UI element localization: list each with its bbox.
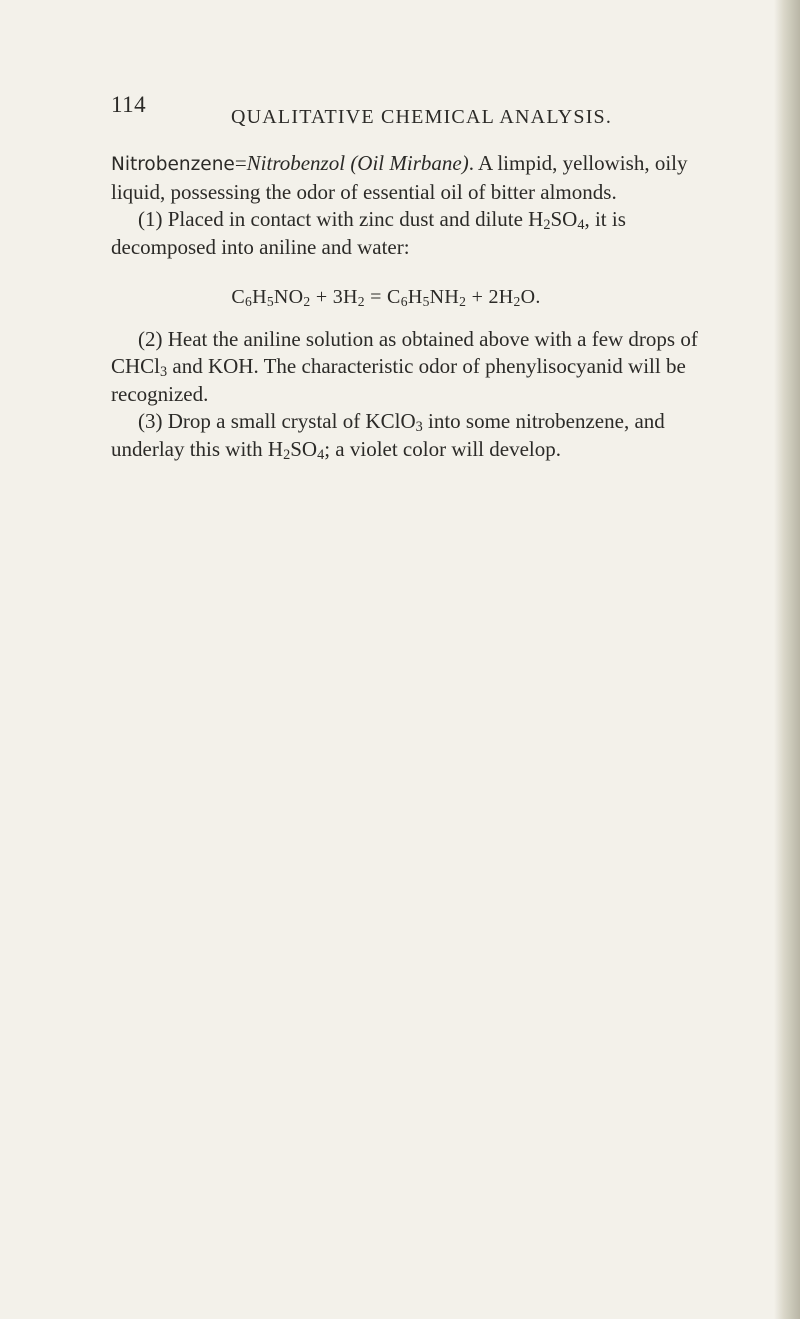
running-title: QUALITATIVE CHEMICAL ANALYSIS. xyxy=(231,106,613,128)
eq-part: NH xyxy=(429,286,460,308)
entry-term: Nitrobenzene xyxy=(111,154,235,175)
eq-part: NO xyxy=(273,286,304,308)
test-1-lead: (1) Placed in contact with zinc dust and dilute H xyxy=(138,207,544,231)
subscript: 2 xyxy=(303,293,311,309)
subscript: 2 xyxy=(543,217,551,234)
test-1-tail: , it is decomposed into aniline and water: xyxy=(111,207,626,259)
subscript: 3 xyxy=(415,419,423,436)
test-3-lead: (3) Drop a small crystal of KClO xyxy=(138,409,416,433)
subscript: 3 xyxy=(160,364,168,381)
eq-part: + 2H xyxy=(466,286,514,308)
test-3-mid: into some nitrobenzene, and underlay this with H xyxy=(111,409,665,461)
subscript: 4 xyxy=(317,446,325,463)
subscript: 6 xyxy=(244,293,253,309)
subscript: 4 xyxy=(577,217,585,234)
test-3-tail: ; a violet color will develop. xyxy=(324,436,561,461)
page-edge-shadow xyxy=(774,0,800,1319)
test-2-lead: (2) Heat the aniline solution as obtained above with a few drops of CHCl xyxy=(111,326,698,378)
subscript: 2 xyxy=(357,293,365,309)
eq-part: H xyxy=(407,286,423,308)
reduction-equation xyxy=(111,284,701,312)
subscript: 2 xyxy=(459,293,467,309)
subscript: 2 xyxy=(283,446,291,463)
entry-german-name: Nitrobenzol xyxy=(246,151,346,175)
subscript: 6 xyxy=(400,293,408,309)
test-3-paragraph xyxy=(111,408,701,463)
eq-part: O. xyxy=(520,286,541,308)
page-header xyxy=(111,92,731,132)
eq-part: H xyxy=(252,286,267,308)
test-3-mid: SO xyxy=(290,436,318,461)
entry-alt-name: (Oil Mirbane) xyxy=(350,151,469,175)
subscript: 5 xyxy=(266,293,274,309)
page-number: 114 xyxy=(111,92,147,117)
page-body xyxy=(111,150,701,463)
test-2-tail: and KOH. The characteristic odor of phenylisocyanid will be recognized. xyxy=(111,354,686,406)
eq-part: + 3H xyxy=(310,286,358,308)
nitrobenzene-entry xyxy=(111,150,701,206)
test-1-mid: SO xyxy=(550,207,578,231)
test-2-paragraph xyxy=(111,326,701,409)
entry-description: . A limpid, yellowish, oily liquid, possessing the odor of essential oil of bitter almonds. xyxy=(111,151,688,204)
test-1-paragraph xyxy=(111,206,701,261)
subscript: 5 xyxy=(422,293,430,309)
subscript: 2 xyxy=(513,293,521,309)
eq-part: C xyxy=(231,286,245,308)
entry-equals: = xyxy=(234,151,247,175)
eq-part: = C xyxy=(364,286,401,308)
